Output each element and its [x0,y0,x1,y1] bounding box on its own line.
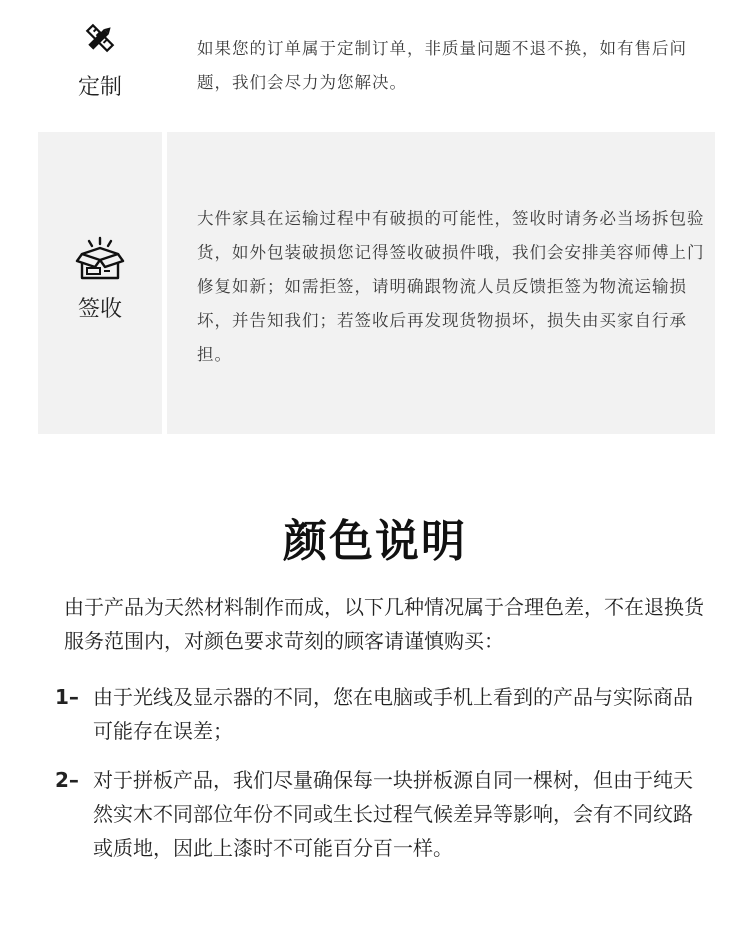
custom-label-cell [38,0,162,120]
pencil-ruler-icon [82,20,118,56]
sign-label-cell [38,132,162,434]
sign-label: 签收 [77,297,122,322]
sign-text-cell [167,132,715,434]
custom-label: 定制 [77,75,122,100]
color-note-number: 2– [55,768,79,792]
sign-policy-row [0,132,750,434]
custom-text-cell [167,0,715,120]
color-note-text: 对于拼板产品，我们尽量确保每一块拼板源自同一棵树，但由于纯天然实木不同部位年份不同或生长过程气候差异等影响，会有不同纹路或质地，因此上漆时不可能百分百一样。 [93,768,693,860]
color-intro: 由于产品为天然材料制作而成，以下几种情况属于合理色差，不在退换货服务范围内，对颜色要求苛刻的顾客请谨慎购买： [64,595,704,653]
color-note-item [55,680,705,748]
color-note-text: 由于光线及显示器的不同，您在电脑或手机上看到的产品与实际商品可能存在误差； [93,685,693,743]
open-box-icon [74,236,126,284]
color-section-title: 颜色说明 [283,516,467,567]
color-note-number: 1– [55,685,79,709]
custom-policy-row [0,0,750,120]
custom-description: 如果您的订单属于定制订单，非质量问题不退不换，如有售后问题，我们会尽力为您解决。 [197,39,687,92]
sign-description: 大件家具在运输过程中有破损的可能性，签收时请务必当场拆包验货，如外包装破损您记得签收破损件哦，我们会安排美容师傅上门修复如新；如需拒签，请明确跟物流人员反馈拒签为物流运输损坏，并告知我们；若签收后再发现货物损坏，损失由买家自行承担。 [197,209,705,364]
color-note-item [55,763,705,865]
